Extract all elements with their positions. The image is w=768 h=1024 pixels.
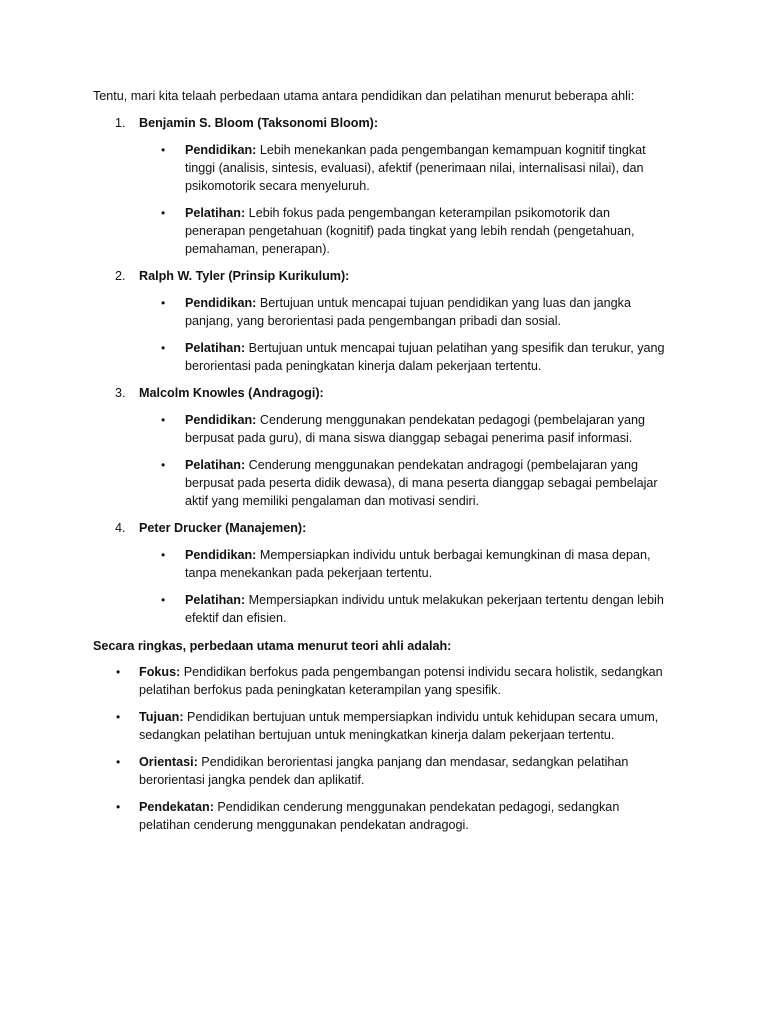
item-label: Pendidikan: (185, 548, 257, 562)
summary-heading: Secara ringkas, perbedaan utama menurut teori ahli adalah: (93, 639, 452, 653)
list-item (0, 384, 768, 510)
item-label: Pelatihan: (185, 593, 246, 607)
bullet-icon: • (161, 458, 166, 472)
bullet-icon: • (161, 548, 166, 562)
item-label: Tujuan: (139, 710, 184, 724)
item-label: Pendidikan: (185, 143, 257, 157)
bullet-icon: • (161, 341, 166, 355)
item-label: Fokus: (139, 665, 181, 679)
sub-list-item (0, 456, 768, 510)
expert-title: Peter Drucker (Manajemen): (139, 521, 307, 535)
bullet-icon: • (116, 800, 121, 814)
item-text: Lebih menekankan pada pengembangan kemampuan kognitif tingkat tinggi (analisis, sintesis, evaluasi), afektif (penerimaan nilai, internalisasi nilai), dan psikomotorik secara menyeluruh. (185, 143, 646, 193)
item-label: Orientasi: (139, 755, 198, 769)
list-number: 1. (115, 116, 126, 130)
sub-list-item (0, 294, 768, 330)
item-label: Pendekatan: (139, 800, 214, 814)
bullet-icon: • (161, 143, 166, 157)
list-item (0, 753, 768, 789)
bullet-icon: • (116, 665, 121, 679)
sub-list-item (0, 546, 768, 582)
sub-list-item (0, 141, 768, 195)
bullet-icon: • (161, 206, 166, 220)
item-label: Pelatihan: (185, 206, 246, 220)
item-text: Mempersiapkan individu untuk melakukan pekerjaan tertentu dengan lebih efektif dan efisien. (185, 593, 664, 625)
expert-heading (0, 114, 768, 132)
sub-list-item (0, 204, 768, 258)
item-label: Pelatihan: (185, 458, 246, 472)
summary-list (0, 663, 768, 843)
bullet-icon: • (116, 710, 121, 724)
item-text: Bertujuan untuk mencapai tujuan pendidikan yang luas dan jangka panjang, yang berorientasi pada pengembangan pribadi dan sosial. (185, 296, 631, 328)
item-text: Pendidikan cenderung menggunakan pendekatan pedagogi, sedangkan pelatihan cenderung menggunakan pendekatan andragogi. (139, 800, 620, 832)
bullet-icon: • (161, 593, 166, 607)
list-item (0, 519, 768, 627)
list-number: 3. (115, 386, 126, 400)
list-item (0, 114, 768, 258)
expert-title: Malcolm Knowles (Andragogi): (139, 386, 324, 400)
item-text: Cenderung menggunakan pendekatan pedagogi (pembelajaran yang berpusat pada guru), di mana siswa dianggap sebagai penerima pasif informasi. (185, 413, 645, 445)
bullet-icon: • (161, 296, 166, 310)
bullet-icon: • (161, 413, 166, 427)
bullet-icon: • (116, 755, 121, 769)
item-text: Bertujuan untuk mencapai tujuan pelatihan yang spesifik dan terukur, yang berorientasi pada peningkatan kinerja dalam pekerjaan tertentu. (185, 341, 665, 373)
list-number: 2. (115, 269, 126, 283)
expert-title: Ralph W. Tyler (Prinsip Kurikulum): (139, 269, 350, 283)
expert-heading (0, 519, 768, 537)
item-text: Lebih fokus pada pengembangan keterampilan psikomotorik dan penerapan pengetahuan (kognitif) pada tingkat yang lebih rendah (pengetahuan, pemahaman, penerapan). (185, 206, 635, 256)
list-item (0, 708, 768, 744)
sub-list-item (0, 591, 768, 627)
item-text: Cenderung menggunakan pendekatan andragogi (pembelajaran yang berpusat pada peserta didik dewasa), di mana peserta dianggap sebagai pembelajar aktif yang memiliki pengalaman dan motivasi sendiri. (185, 458, 658, 508)
expert-heading (0, 384, 768, 402)
item-text: Pendidikan bertujuan untuk mempersiapkan individu untuk kehidupan secara umum, sedangkan pelatihan bertujuan untuk meningkatkan kinerja dalam pekerjaan tertentu. (139, 710, 659, 742)
experts-list (0, 114, 768, 636)
item-label: Pelatihan: (185, 341, 246, 355)
expert-title: Benjamin S. Bloom (Taksonomi Bloom): (139, 116, 379, 130)
item-label: Pendidikan: (185, 413, 257, 427)
sub-list-item (0, 411, 768, 447)
list-item (0, 663, 768, 699)
list-item (0, 798, 768, 834)
list-item (0, 267, 768, 375)
sub-list-item (0, 339, 768, 375)
list-number: 4. (115, 521, 126, 535)
item-text: Mempersiapkan individu untuk berbagai kemungkinan di masa depan, tanpa menekankan pada pekerjaan tertentu. (185, 548, 651, 580)
item-text: Pendidikan berorientasi jangka panjang dan mendasar, sedangkan pelatihan berorientasi jangka pendek dan aplikatif. (139, 755, 629, 787)
item-label: Pendidikan: (185, 296, 257, 310)
item-text: Pendidikan berfokus pada pengembangan potensi individu secara holistik, sedangkan pelatihan berfokus pada peningkatan keterampilan yang spesifik. (139, 665, 663, 697)
expert-heading (0, 267, 768, 285)
intro-paragraph: Tentu, mari kita telaah perbedaan utama antara pendidikan dan pelatihan menurut beberapa ahli: (93, 89, 635, 103)
